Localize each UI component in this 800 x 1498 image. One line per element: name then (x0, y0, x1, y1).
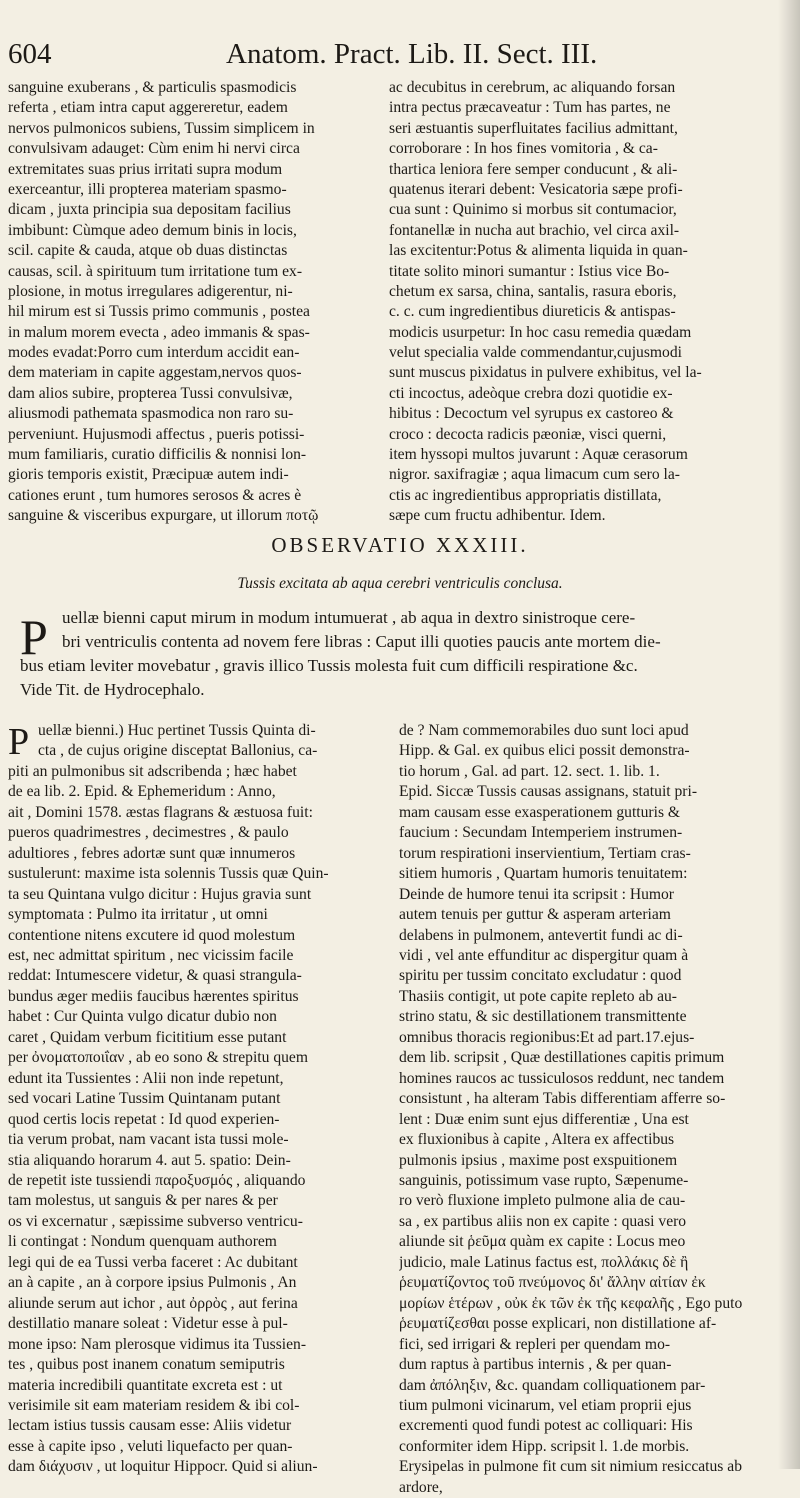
text-line: habet : Cur Quinta vulgo dicatur dubio non (8, 1008, 277, 1026)
observation-line: uellæ bienni caput mirum in modum intumuerat , ab aqua in dextro sinistroque cere- (62, 608, 636, 627)
text-line: stia aliquando horarum 4. aut 5. spatio: Dein- (8, 1151, 291, 1169)
text-line: aliunde serum aut ichor , aut ὀρρὸς , aut ferina (8, 1294, 298, 1312)
text-line: tia verum probat, nam vacant ista tussi mole- (8, 1131, 289, 1149)
text-line: homines raucos ac tussiculosos reddunt, nec tandem (399, 1069, 725, 1087)
text-line: sa , ex partibus aliis non ex capite : quasi vero (399, 1212, 687, 1230)
text-line: dam ἀπόληξιν, &c. quandam colliquationem par- (399, 1376, 706, 1394)
text-line: perveniunt. Hujusmodi affectus , pueris potissi- (8, 425, 305, 443)
text-line: fici, sed irrigari & repleri per quendam mo- (399, 1335, 671, 1353)
text-line: ac decubitus in cerebrum, ac aliquando forsan (389, 79, 676, 96)
text-line: omnibus thoracis regionibus:Et ad part.17.ejus- (399, 1028, 695, 1046)
top-left-column (8, 78, 383, 527)
text-line: de ? Nam commemorabiles duo sunt loci apud (399, 722, 689, 739)
text-line: dem materiam in capite aggestam,nervos quos- (8, 364, 302, 382)
observation-title: OBSERVATIO XXXIII. (271, 533, 529, 557)
text-line: quod certis locis repetat : Id quod experien- (8, 1110, 280, 1128)
text-line: intra pectus præcaveatur : Tum has partes, ne (389, 99, 671, 117)
text-line: sæpe cum fructu adhibentur. Idem. (389, 507, 606, 525)
text-line: conformiter idem Hipp. scripsit l. 1.de morbis. (399, 1437, 690, 1455)
text-line: sanguine exuberans , & particulis spasmodicis (8, 79, 297, 96)
text-line: croco : decocta radicis pæoniæ, visci querni, (389, 425, 667, 443)
text-line: ex fluxionibus à capite , Altera ex affectibus (399, 1131, 675, 1149)
bottom-right-column (399, 721, 773, 1498)
text-line: vidi , vel ante effunditur ac dispergitur quam à (399, 946, 689, 964)
text-line: dicam , juxta principia sua depositam facilius (8, 201, 291, 219)
text-line: uellæ bienni.) Huc pertinet Tussis Quinta di- (38, 722, 316, 739)
text-line: autem tenuis per guttur & asperam arteriam (399, 906, 671, 924)
text-line: adultiores , febres adortæ sunt quæ innumeros (8, 844, 296, 862)
text-line: delabens in pulmonem, antevertit fundi ac di- (399, 926, 683, 944)
text-line: Erysipelas in pulmone fit cum sit nimium resiccatus ab (399, 1458, 742, 1476)
text-line: c. c. cum ingredientibus diureticis & antispas- (389, 303, 676, 321)
text-line: aliusmodi pathemata spasmodica non raro su- (8, 405, 294, 423)
text-line: tium pulmoni vicinarum, vel etiam proprii ejus (399, 1396, 692, 1414)
observation-line: bus etiam leviter movebatur , gravis illico Tussis molesta fuit cum difficili respiratione &c. (20, 656, 638, 675)
text-line: thartica leniora fere semper conducunt , & ali- (389, 160, 678, 178)
text-line: Hipp. & Gal. ex quibus elici possit demonstra- (399, 742, 690, 760)
text-line: consistunt , ha alteram Tabis differentiam afferre so- (399, 1090, 726, 1108)
observation-subtitle: Tussis excitata ab aqua cerebri ventriculis conclusa. (237, 575, 563, 592)
text-line: las excitentur:Potus & alimenta liquida in quan- (389, 242, 688, 260)
text-line: caret , Quidam verbum ficititium esse putant (8, 1028, 287, 1046)
top-right-column (389, 78, 771, 527)
text-line: lectam istius tussis causam esse: Aliis videtur (8, 1417, 292, 1435)
text-line: ta seu Quintana vulgo dicitur : Hujus gravia sunt (8, 885, 312, 903)
text-line: est, nec admittat spiritum , nec vicissim facile (8, 946, 294, 964)
text-line: dum raptus à partibus internis , & per quan- (399, 1356, 672, 1374)
text-line: piti an pulmonibus sit adscribenda ; hæc habet (8, 762, 297, 780)
text-line: causas, scil. à spirituum tum irritatione tum ex- (8, 262, 303, 280)
text-line: li contingat : Nondum quenquam authorem (8, 1233, 277, 1251)
text-line: quatenus iterari debent: Vesicatoria sæpe profi- (389, 180, 683, 198)
text-line: velut specialia valde commendantur,cujusmodi (389, 344, 682, 362)
text-line: pueros quadrimestres , decimestres , & paulo (8, 824, 289, 842)
text-line: fontanellæ in nucha aut brachio, vel circa axil- (389, 221, 680, 239)
text-line: cta , de cujus origine disceptat Ballonius, ca- (38, 742, 318, 760)
observation-line: bri ventriculis contenta ad novem fere libras : Caput illi quoties paucis ante mortem die- (62, 632, 661, 651)
text-line: mone ipso: Nam plerosque vidimus ita Tussien- (8, 1335, 307, 1353)
text-line: verisimile sit eam materiam residem & ibi col- (8, 1396, 300, 1414)
text-line: mum familiaris, curatio difficilis & nonnisi lon- (8, 446, 307, 464)
text-line: ῥευματίζοντος τοῦ πνεύμονος δι' ἄλλην αἰτίαν ἐκ (399, 1274, 706, 1292)
text-line: tes , quibus post inanem conatum semiputris (8, 1356, 285, 1374)
text-line: exerceantur, illi propterea materiam spasmo- (8, 180, 287, 198)
text-line: torum respirationi inservientium, Tertiam cras- (399, 844, 691, 862)
text-line: dam alios subire, propterea Tussi convulsivæ, (8, 384, 293, 402)
text-line: os vi excernatur , sæpissime subverso ventricu- (8, 1212, 303, 1230)
page-number: 604 (8, 38, 52, 70)
text-line: sustulerunt: maxime ista solennis Tussis quæ Quin- (8, 865, 329, 883)
text-line: titate solito minori sumantur : Istius vice Bo- (389, 262, 670, 280)
text-line: spiritu per tussim concitato excludatur : quod (399, 967, 682, 985)
running-head: Anatom. Pract. Lib. II. Sect. III. (226, 38, 598, 70)
text-line: corroborare : In hos fines vomitoria , & ca- (389, 140, 658, 158)
text-line: item hyssopi multos juvarunt : Aquæ cerasorum (389, 446, 688, 464)
text-line: seri æstuantis superfluitates facilius admittant, (389, 119, 678, 137)
text-line: excrementi quod fundi potest ac colliquari: His (399, 1417, 693, 1435)
text-line: referta , etiam intra caput aggereretur, eadem (8, 99, 288, 117)
text-line: sed vocari Latine Tussim Quintanam putant (8, 1090, 281, 1108)
text-line: ῥευματίζεσθαι posse explicari, non distillatione af- (399, 1315, 717, 1333)
text-line: mam causam esse exasperationem gutturis & (399, 803, 681, 821)
text-line: modes evadat:Porro cum interdum accidit ean- (8, 344, 300, 362)
text-line: sanguinis, potissimum vase rupto, Sæpenume- (399, 1171, 689, 1189)
text-line: judicio, male Latinus factus est, πολλάκις δὲ ἢ (399, 1253, 689, 1271)
text-line: cti incoctus, adeòque crebra dozi quotidie ex- (389, 384, 673, 402)
text-line: destillatio manare soleat : Videtur esse à pul- (8, 1315, 288, 1333)
text-line: cua sunt : Quinimo si morbus sit contumacior, (389, 201, 677, 219)
text-line: hil mirum est si Tussis primo communis , postea (8, 303, 310, 321)
text-line: strino statu, & sic destillationem transmittente (399, 1008, 687, 1026)
text-line: gioris temporis existit, Præcipuæ autem indi- (8, 466, 289, 484)
text-line: cationes erunt , tum humores serosos & acres è (8, 486, 302, 504)
text-line: nervos pulmonicos subiens, Tussim simplicem in (8, 119, 315, 137)
bottom-left-column (8, 721, 386, 1478)
text-line: ro verò fluxione impleto pulmone alia de cau- (399, 1192, 686, 1210)
text-line: sunt muscus pixidatus in pulvere exhibitus, vel la- (389, 364, 702, 382)
text-line: convulsivam adauget: Cùm enim hi nervi circa (8, 140, 300, 158)
text-line: chetum ex sarsa, china, santalis, rasura eboris, (389, 282, 677, 300)
text-line: tam molestus, ut sanguis & per nares & per (8, 1192, 278, 1210)
text-line: modicis usurpetur: In hoc casu remedia quædam (389, 323, 692, 341)
page-fold-shadow (778, 0, 800, 1469)
page-header (8, 38, 778, 78)
text-line: imbibunt: Cùmque adeo demum binis in locis, (8, 221, 297, 239)
text-line: an à capite , an à corpore ipsius Pulmonis , An (8, 1274, 297, 1292)
text-line: Thasiis contigit, ut pote capite repleto ab au- (399, 987, 677, 1005)
text-line: plosione, in motus irregulares adigerentur, ni- (8, 282, 293, 300)
text-line: esse à capite ipso , veluti liquefacto per quan- (8, 1437, 293, 1455)
observation-text (20, 606, 780, 702)
text-line: sanguine & visceribus expurgare, ut illorum ποτῷ (8, 507, 319, 525)
text-line: de ea lib. 2. Epid. & Ephemeridum : Anno, (8, 783, 276, 801)
text-line: hibitus : Decoctum vel syrupus ex castoreo & (389, 405, 674, 423)
text-line: sitiem humoris , Quartam humoris tenuitatem: (399, 865, 688, 883)
text-line: pulmonis ipsius , maxime post exspuitionem (399, 1151, 678, 1169)
text-line: nigror. saxifragiæ ; aqua limacum cum sero la- (389, 466, 680, 484)
text-line: Epid. Siccæ Tussis causas assignans, statuit pri- (399, 783, 698, 801)
text-line: ctis ac ingredientibus appropriatis distillata, (389, 486, 662, 504)
text-line: edunt ita Tussientes : Alii non inde repetunt, (8, 1069, 284, 1087)
text-line: aliunde sit ῥεῦμα quàm ex capite : Locus meo (399, 1233, 686, 1251)
text-line: μορίων ἑτέρων , οὐκ ἐκ τῶν ἐκ τῆς κεφαλῆς , Ego puto (399, 1294, 743, 1312)
text-line: Deinde de humore tenui ita scripsit : Humor (399, 885, 674, 903)
text-line: lent : Duæ enim sunt ejus differentiæ , Una est (399, 1110, 689, 1128)
text-line: materia incredibili quantitate excreta est : ut (8, 1376, 283, 1394)
text-line: reddat: Intumescere videtur, & quasi strangula- (8, 967, 302, 985)
text-line: scil. capite & cauda, atque ob duas distinctas (8, 242, 288, 260)
text-line: in malum morem evecta , adeo immanis & spas- (8, 323, 310, 341)
text-line: legi qui de ea Tussi verba faceret : Ac dubitant (8, 1253, 298, 1271)
commentary-drop-cap: P (8, 721, 30, 763)
observation-drop-cap: P (20, 609, 48, 665)
text-line: faucium : Secundam Intemperiem instrumen- (399, 824, 683, 842)
text-line: extremitates suas prius irritati supra modum (8, 160, 283, 178)
observation-line: Vide Tit. de Hydrocephalo. (20, 680, 205, 699)
text-line: ait , Domini 1578. æstas flagrans & æstuosa fuit: (8, 803, 313, 821)
text-line: contentione nitens excutere id quod molestum (8, 926, 296, 944)
text-line: de repetit iste tussiendi παροξυσμός , aliquando (8, 1171, 306, 1189)
text-line: tio horum , Gal. ad part. 12. sect. 1. lib. 1. (399, 762, 660, 780)
text-line: ardore, (399, 1478, 443, 1496)
text-line: per ὀνοματοποιΐαν , ab eo sono & strepitu quem (8, 1049, 308, 1067)
text-line: dam διάχυσιν , ut loquitur Hippocr. Quid si aliun- (8, 1458, 318, 1476)
text-line: dem lib. scripsit , Quæ destillationes capitis primum (399, 1049, 725, 1067)
text-line: symptomata : Pulmo ita irritatur , ut omni (8, 906, 268, 924)
text-line: bundus æger mediis faucibus hærentes spiritus (8, 987, 299, 1005)
